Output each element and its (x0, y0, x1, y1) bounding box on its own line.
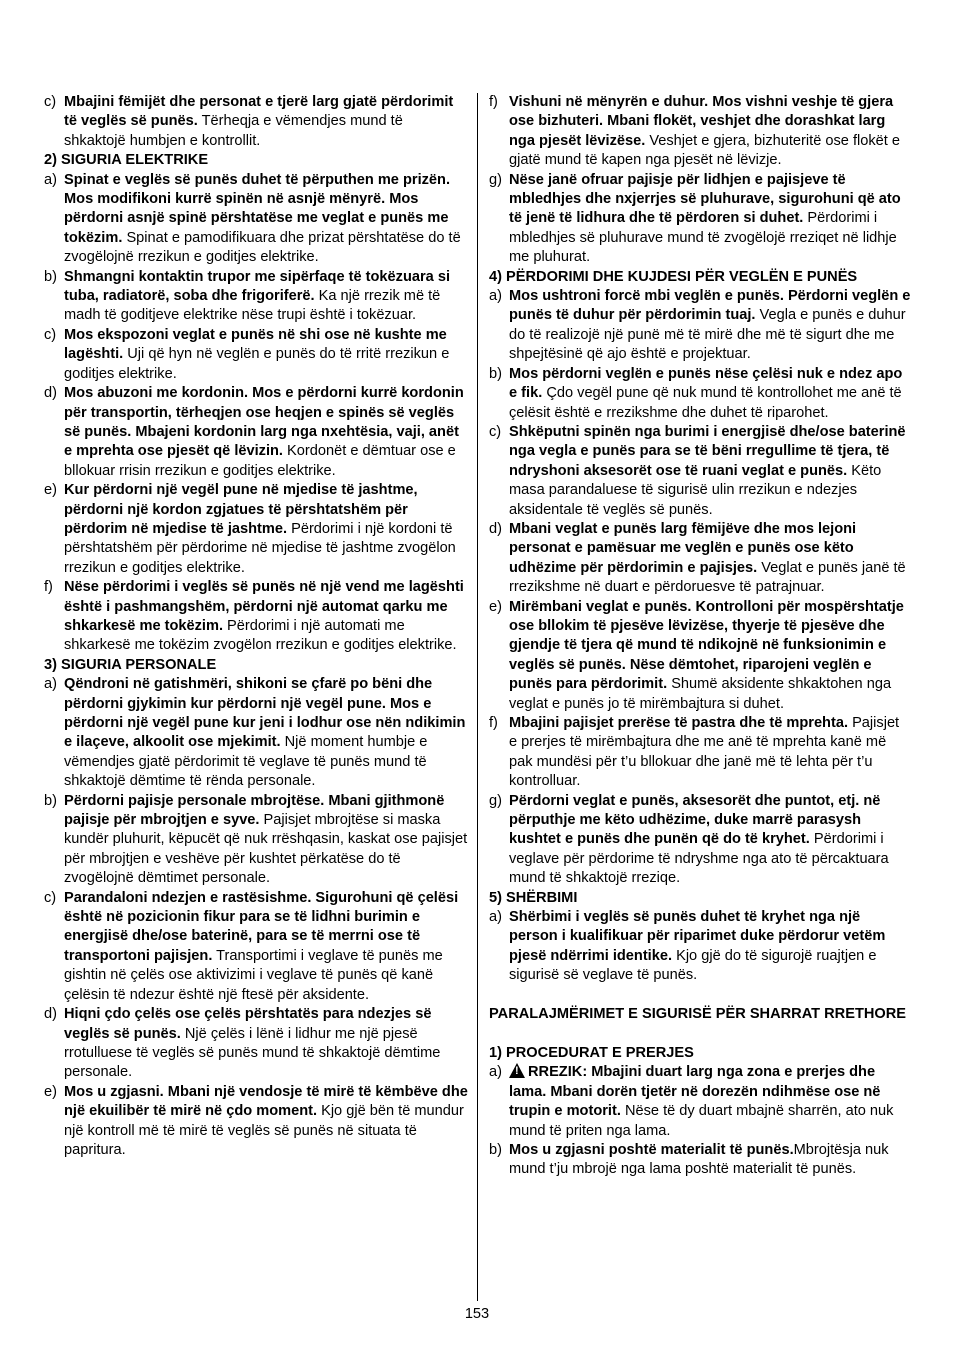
item-text (64, 326, 468, 384)
item-bold-text: Nëse përdorimi i veglës së punës në një vend me lagështi është i pashmangshëm, përdorni një automat qarku me shkarkesë me tokëzim. (64, 579, 464, 634)
instruction-item (489, 598, 911, 714)
instruction-item (44, 326, 468, 384)
instruction-item (489, 908, 911, 986)
item-bold-text: Përdorni pajisje personale mbrojtëse. Mbani gjithmonë pajisje për mbrojtjen e syve. (64, 792, 445, 829)
item-text (509, 908, 911, 986)
instruction-item (44, 93, 468, 151)
item-bold-text: Mbajini fëmijët dhe personat e tjerë larg gjatë përdorimit të veglës së punës. (64, 94, 454, 130)
instruction-item (44, 889, 468, 1005)
item-letter: d) (489, 520, 502, 537)
instruction-item (489, 423, 911, 520)
item-normal-text: Veshjet e gjera, bizhuteritë ose flokët e gjatë mund të kapen nga pjesët në lëvizje. (509, 132, 901, 169)
item-letter: g) (489, 792, 502, 809)
instruction-item (44, 171, 468, 268)
column-divider (477, 93, 478, 1301)
item-text (509, 714, 911, 792)
item-letter: c) (44, 326, 57, 343)
item-text (509, 520, 911, 598)
instruction-item (489, 1141, 911, 1180)
item-text (509, 598, 911, 714)
item-text (509, 423, 911, 520)
item-text (509, 1141, 911, 1180)
item-letter: e) (44, 482, 57, 499)
item-normal-text: Vegla e punës e duhur do të realizojë një punë më të mirë dhe më të sigurt dhe me shpejtësinë që ajo është e projektuar. (509, 307, 906, 363)
item-text (509, 1063, 911, 1141)
section-heading: 2) SIGURIA ELEKTRIKE (44, 152, 209, 169)
item-letter: b) (44, 268, 57, 285)
item-text (64, 268, 468, 326)
item-letter: a) (489, 909, 502, 926)
item-normal-text: Mbrojtësja nuk mund t’ju mbrojë nga lama poshtë materialit të punës. (509, 1141, 889, 1178)
item-text (64, 384, 468, 481)
item-bold-text: Mbani veglat e punës larg fëmijëve dhe mos lejoni personat e pamësuar me veglën e punës ose këto udhëzime për përdorimin e pajisjes. (509, 520, 857, 576)
item-bold-text: Parandaloni ndezjen e rastësishme. Sigurohuni që çelësi është në pozicionin fikur para se të lidhni burimin e energjisë dhe/ose baterinë, para se të merrni ose të transportoni pajisjen. (64, 889, 459, 964)
item-letter: a) (44, 171, 57, 188)
item-normal-text: Tërheqja e vëmendjes mund të shkaktojë humbjen e kontrollit. (64, 113, 403, 149)
item-text (64, 578, 468, 656)
instruction-item (44, 792, 468, 889)
item-normal-text: Transportimi i veglave të punës me gishtin në çelës ose aktivizimi i veglave të punës që kanë çelësin të ndezur është një ftesë për aksidente. (64, 947, 443, 1003)
item-letter: f) (489, 94, 498, 110)
instruction-item (489, 714, 911, 792)
instruction-item (44, 578, 468, 656)
section-heading: 3) SIGURIA PERSONALE (44, 656, 217, 673)
item-bold-text: Vishuni në mënyrën e duhur. Mos vishni veshje të gjera ose bizhuteri. Mbani flokët, veshjet dhe dorashkat larg nga pjesët lëvizëse. (509, 94, 894, 149)
item-normal-text: Këto masa parandaluese të sigurisë ulin rrezikun e ndezjes aksidentale të veglës së punës. (509, 462, 882, 518)
instruction-item (44, 481, 468, 578)
item-bold-text: Mos ushtroni forcë mbi veglën e punës. Përdorni veglën e punës të duhur për përdorimin tuaj. (509, 288, 911, 324)
item-normal-text: Ka një rrezik më të madh të goditjeve elektrike nëse trupi është i tokëzuar. (64, 288, 441, 324)
item-normal-text: Një çelës i lënë i lidhur me një pjesë rrotulluese të veglës së punës mund të shkaktojë dëmtime personale. (64, 1025, 441, 1081)
item-normal-text: Pajisjet mbrojtëse si maska kundër pluhurit, këpucët që nuk rrëshqasin, kaskat ose pajisjet për mbrojtjen e veshëve për kushtet përkatëse do të zvogëlojnë dëmtimet personale. (64, 812, 468, 887)
item-bold-text: RREZIK: Mbajini duart larg nga zona e prerjes dhe lama. Mbani dorën tjetër në dorezën ndihmëse ose në trupin e motorit. (509, 1064, 881, 1120)
warning-triangle-icon (509, 1063, 525, 1078)
item-normal-text: Shumë aksidente shkaktohen nga veglat e punës jo të mirëmbajtura si duhet. (509, 676, 892, 712)
section-heading: PARALAJMËRIMET E SIGURISË PËR SHARRAT RRETHORE (489, 1006, 907, 1023)
item-bold-text: Shkëputni spinën nga burimi i energjisë dhe/ose baterinë nga vegla e punës para se të bëni rregullime të tjera, të ndryshoni aksesorët ose të ruani veglat e punës. (509, 423, 906, 479)
section-heading: 5) SHËRBIMI (489, 889, 578, 906)
item-normal-text: Uji që hyn në veglën e punës do të rritë rrezikun e goditjes elektrike. (64, 346, 450, 382)
item-letter: e) (44, 1083, 57, 1100)
item-bold-text: Shërbimi i veglës së punës duhet të kryhet nga një person i kualifikuar për riparimet duke përdorur vetëm pjesë ndërrimi identike. (509, 909, 886, 964)
item-normal-text: Një moment humbje e vëmendjes gjatë përdorimit të veglave të punës mund të shkaktojë dëmtime të rënda personale. (64, 734, 428, 790)
item-letter: c) (44, 94, 57, 110)
section-heading: 1) PROCEDURAT E PRERJES (489, 1044, 694, 1061)
item-normal-text: Përdorimi i një automati me shkarkesë me tokëzim zvogëlon rrezikun e goditjes elektrike. (64, 617, 457, 654)
item-text (509, 171, 911, 268)
item-bold-text: Mos abuzoni me kordonin. Mos e përdorni kurrë kordonin për transportin, tërheqjen ose heqjen e spinës së veglës së punës. Mbajeni kordonin larg nga nxehtësia, vaji, anët e mprehta ose pjesët që lëvizin. (64, 385, 464, 460)
instruction-item (489, 93, 911, 171)
item-bold-text: Mos u zgjasni. Mbani një vendosje të mirë të këmbëve dhe një ekuilibër të mirë në çdo moment. (64, 1083, 468, 1120)
item-bold-text: Qëndroni në gatishmëri, shikoni se çfarë po bëni dhe përdorni gjykimin kur përdorni një vegël pune. Mos e përdorni një vegël pune kur jeni i lodhur ose nën ndikimin e ilaçeve, alkoolit ose mjekimit. (64, 676, 466, 751)
item-text (64, 171, 468, 268)
item-letter: e) (489, 598, 502, 615)
right-column (489, 93, 911, 1180)
item-normal-text: Nëse të dy duart mbajnë sharrën, ato nuk mund të priten nga lama. (509, 1103, 894, 1139)
item-text (64, 1083, 468, 1161)
item-normal-text: Kjo gjë bën të mundur një kontroll më të mirë të veglës së punës në situata të papritura. (64, 1103, 464, 1158)
item-bold-text: Spinat e veglës së punës duhet të përputhen me prizën. Mos modifikoni kurrë spinën në asnjë mënyrë. Mos përdorni asnjë spinë përshtatëse me veglat e punës me tokëzim. (64, 171, 451, 246)
item-text (64, 93, 468, 151)
section-heading: 4) PËRDORIMI DHE KUJDESI PËR VEGLËN E PUNËS (489, 268, 858, 285)
item-normal-text: Përdorimi i mbledhjes së pluhurave mund të zvogëlojë rreziqet në lidhje me pluhurat. (509, 210, 897, 266)
item-letter: a) (489, 1064, 502, 1081)
item-letter: c) (489, 423, 502, 440)
item-text (509, 93, 911, 171)
item-text (64, 792, 468, 889)
item-normal-text: Spinat e pamodifikuara dhe prizat përshtatëse do të zvogëlojnë rrezikun e goditjes elektrike. (64, 229, 461, 266)
left-column (44, 93, 468, 1160)
item-bold-text: Kur përdorni një vegël pune në mjedise të jashtme, përdorni një kordon zgjatues të përshtatshëm për përdorim në mjedise të jashtme. (64, 482, 418, 537)
item-text (64, 481, 468, 578)
item-letter: a) (44, 676, 57, 693)
item-text (64, 1005, 468, 1083)
item-letter: g) (489, 171, 502, 188)
item-letter: d) (44, 1006, 57, 1023)
instruction-item (44, 268, 468, 326)
instruction-item (489, 520, 911, 598)
item-bold-text: Nëse janë ofruar pajisje për lidhjen e pajisjeve të mbledhjes dhe nxjerrjes së pluhurave, sigurohuni që ato të jenë të lidhura dhe të përdoren si duhet. (509, 171, 901, 227)
item-text (64, 889, 468, 1005)
item-text (509, 365, 911, 423)
item-bold-text: Hiqni çdo çelës ose çelës përshtatës para ndezjes së veglës së punës. (64, 1006, 432, 1042)
instruction-item (489, 792, 911, 889)
instruction-item (44, 384, 468, 481)
instruction-item (44, 1083, 468, 1161)
item-normal-text: Çdo vegël pune që nuk mund të kontrollohet me anë të çelësit është e rrezikshme dhe duhet të riparohet. (509, 385, 902, 421)
item-text (64, 675, 468, 791)
instruction-item (489, 365, 911, 423)
item-letter: b) (489, 365, 502, 382)
instruction-item (44, 1005, 468, 1083)
item-normal-text: Veglat e punës janë të rrezikshme në duart e përdoruesve të patrajnuar. (509, 559, 906, 596)
item-text (509, 287, 911, 365)
item-bold-text: Mos ekspozoni veglat e punës në shi ose në kushte me lagështi. (64, 326, 447, 363)
item-letter: f) (489, 715, 498, 731)
item-normal-text: Përdorimi i veglave për përdorime të ndryshme nga ato të përcaktuara mund të shkaktojë rreziqe. (509, 831, 889, 887)
item-letter: b) (44, 792, 57, 809)
instruction-item (489, 287, 911, 365)
item-text (509, 792, 911, 889)
item-normal-text: Kordonët e dëmtuar ose e bllokuar rrisin rrezikun e goditjes elektrike. (64, 443, 456, 479)
instruction-item (489, 171, 911, 268)
item-normal-text: Pajisjet e prerjes të mirëmbajtura dhe me anë të mprehta kanë më pak mundësi për t’u bllokuar dhe janë më të lehta për t’u kontrolluar. (509, 715, 900, 790)
item-normal-text: Kjo gjë do të sigurojë ruajtjen e sigurisë së veglave të punës. (509, 947, 877, 984)
item-normal-text: Përdorimi i një kordoni të përshtatshëm për përdorime në mjedise të jashtme zvogëlon rrezikun e goditjes elektrike. (64, 520, 456, 576)
item-bold-text: Mirëmbani veglat e punës. Kontrolloni për mospërshtatje ose bllokim të pjesëve lëvizëse, thyerje të pjesëve dhe gjendje të tjera që mund të ndikojnë në funksionimin e veglës së punës. Nëse dëmtohet, riparojeni veglën e punës para përdorimit. (509, 598, 904, 693)
item-letter: b) (489, 1141, 502, 1158)
item-letter: f) (44, 579, 53, 596)
instruction-item (44, 675, 468, 791)
item-letter: a) (489, 288, 502, 305)
item-letter: c) (44, 889, 57, 906)
item-bold-text: Mbajini pajisjet prerëse të pastra dhe të mprehta. (509, 715, 849, 731)
item-bold-text: Mos përdorni veglën e punës nëse çelësi nuk e ndez apo e fik. (509, 365, 903, 402)
page-number: 153 (464, 1306, 490, 1322)
instruction-item (489, 1063, 911, 1141)
item-bold-text: Mos u zgjasni poshtë materialit të punës. (509, 1141, 794, 1158)
item-bold-text: Përdorni veglat e punës, aksesorët dhe puntot, etj. në përputhje me këto udhëzime, duke marrë parasysh kushtet e punës dhe punën që do të kryhet. (509, 792, 881, 848)
item-letter: d) (44, 385, 57, 402)
item-bold-text: Shmangni kontaktin trupor me sipërfaqe të tokëzuara si tuba, radiatorë, soba dhe frigoriferë. (64, 268, 451, 305)
